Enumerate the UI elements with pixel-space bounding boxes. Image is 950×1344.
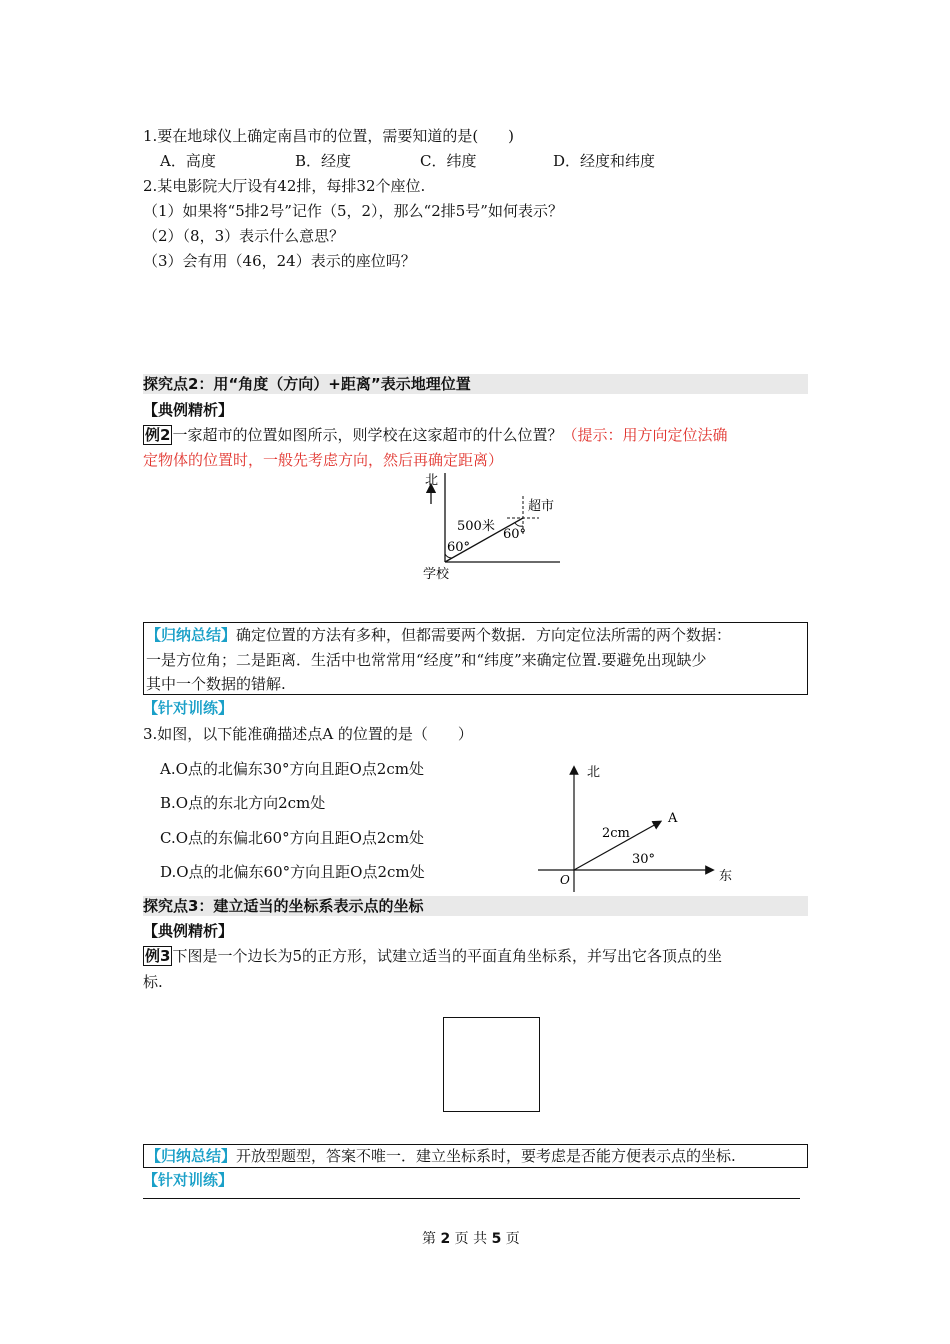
example3-text1: 下图是一个边长为5的正方形，试建立适当的平面直角坐标系，并写出它各顶点的坐 — [172, 947, 722, 965]
example3-label: 例3 — [145, 947, 171, 965]
footer-ye1: 页 — [454, 1231, 469, 1247]
market-angle-arc — [515, 523, 523, 526]
example2-hint-line1: （提示：用方向定位法确 — [562, 426, 728, 444]
square-figure — [443, 1017, 540, 1112]
section3-title: 探究点3：建立适当的坐标系表示点的坐标 — [143, 897, 424, 915]
section3-heading — [143, 896, 808, 916]
north-label: 北 — [425, 473, 439, 488]
q3-option-b: B.O点的东北方向2cm处 — [160, 794, 326, 812]
summary2-tag: 【归纳总结】 — [146, 626, 237, 644]
q2-part-3: （3）会有用（46，24）表示的座位吗？ — [143, 252, 416, 270]
length-label: 2cm — [602, 826, 630, 841]
q1-option-a: A．高度 — [160, 152, 216, 170]
section3-training-tag: 【针对训练】 — [143, 1171, 234, 1189]
summary3-line — [146, 1146, 736, 1166]
summary3-text: 开放型题型，答案不唯一．建立坐标系时，要考虑是否能方便表示点的坐标. — [236, 1147, 736, 1165]
section3-summary-box — [143, 1144, 808, 1168]
north-axis-label: 北 — [587, 765, 601, 780]
supermarket-label: 超市 — [528, 499, 555, 514]
example3-line1 — [143, 946, 722, 966]
example2-line1 — [143, 425, 727, 445]
point-a-label: A — [668, 811, 678, 826]
point-a-figure — [532, 760, 742, 895]
summary2-text1: 确定位置的方法有多种，但都需要两个数据．方向定位法所需的两个数据： — [236, 626, 732, 644]
q1-option-c: C．纬度 — [420, 152, 477, 170]
angle-label: 30° — [632, 852, 656, 867]
summary2-line3: 其中一个数据的错解. — [146, 675, 286, 693]
footer-ye2: 页 — [505, 1231, 520, 1247]
page-footer — [422, 1229, 520, 1249]
q3-stem: 3.如图，以下能准确描述点A 的位置的是（ ） — [143, 725, 473, 743]
q1-stem: 1.要在地球仪上确定南昌市的位置，需要知道的是( ) — [143, 127, 515, 145]
q1-option-d: D．经度和纬度 — [553, 152, 656, 170]
q1-option-b: B．经度 — [295, 152, 352, 170]
example2-label: 例2 — [145, 426, 171, 444]
distance-label: 500米 — [457, 519, 495, 534]
section2-title: 探究点2：用“角度（方向）+距离”表示地理位置 — [143, 375, 471, 393]
footer-total-pages: 5 — [491, 1231, 502, 1247]
summary2-line1 — [146, 625, 731, 645]
footer-gong: 共 — [473, 1231, 488, 1247]
q2-part-2: （2）（8，3）表示什么意思？ — [143, 227, 345, 245]
section2-training-tag: 【针对训练】 — [143, 699, 234, 717]
example2-text: 一家超市的位置如图所示，则学校在这家超市的什么位置？ — [172, 426, 563, 444]
footer-rule — [143, 1198, 800, 1199]
q2-stem: 2.某电影院大厅设有42排，每排32个座位. — [143, 177, 426, 195]
school-supermarket-figure — [415, 468, 615, 588]
school-label: 学校 — [423, 567, 450, 582]
section2-heading — [143, 374, 808, 394]
market-angle-label: 60° — [503, 527, 527, 542]
footer-di: 第 — [422, 1231, 436, 1247]
q3-option-a: A.O点的北偏东30°方向且距O点2cm处 — [160, 760, 424, 778]
section2-example-tag: 【典例精析】 — [143, 401, 234, 419]
q3-option-c: C.O点的东偏北60°方向且距O点2cm处 — [160, 829, 425, 847]
section2-summary-box — [143, 622, 808, 695]
footer-page-number: 2 — [440, 1231, 451, 1247]
summary3-tag: 【归纳总结】 — [146, 1147, 237, 1165]
q3-option-d: D.O点的北偏东60°方向且距O点2cm处 — [160, 863, 425, 881]
summary2-line2: 一是方位角；二是距离．生活中也常常用“经度”和“纬度”来确定位置.要避免出现缺少 — [146, 651, 707, 669]
east-axis-label: 东 — [719, 869, 733, 884]
q2-part-1: （1）如果将“5排2号”记作（5，2），那么“2排5号”如何表示？ — [143, 202, 563, 220]
section3-example-tag: 【典例精析】 — [143, 922, 234, 940]
example3-line2: 标. — [143, 973, 163, 991]
origin-label: O — [560, 873, 570, 887]
school-angle-label: 60° — [447, 540, 471, 555]
example2-hint-line2: 定物体的位置时，一般先考虑方向，然后再确定距离） — [143, 451, 504, 469]
